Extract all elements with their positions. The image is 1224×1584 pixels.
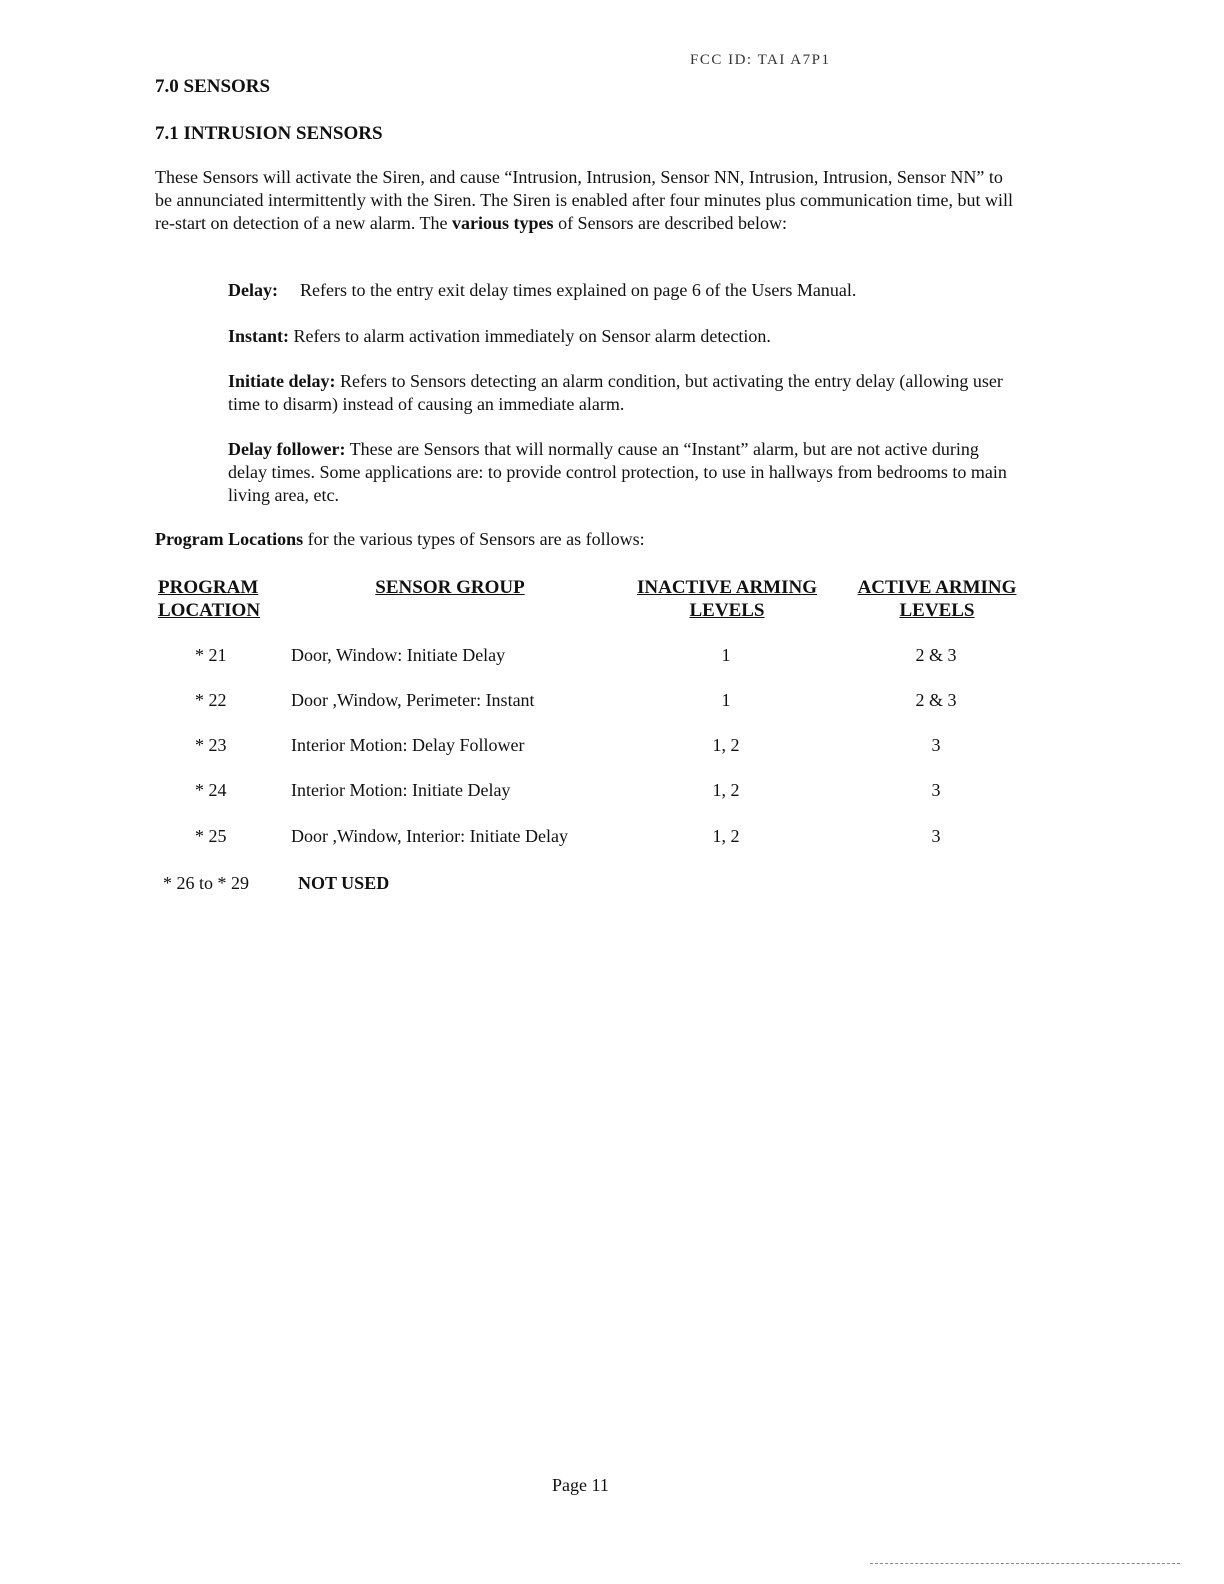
row-location: * 21 — [195, 645, 227, 665]
row-inactive: 1, 2 — [712, 780, 740, 800]
definition-text: Refers to Sensors detecting an alarm condition, but activating the entry delay (allowing user time to disarm) instead of causing an immediate alarm. — [228, 371, 1003, 414]
definition-term: Delay: — [228, 280, 278, 300]
header-program-line1: PROGRAM — [158, 577, 259, 598]
header-inactive-line1: INACTIVE ARMING — [637, 577, 817, 598]
header-sensor-group: SENSOR GROUP — [375, 577, 525, 598]
definition-initiate-delay — [228, 370, 1018, 416]
row-location: * 22 — [195, 690, 227, 710]
header-active-arming — [832, 576, 1042, 622]
row-active: 3 — [931, 826, 941, 846]
intro-bold: various types — [452, 213, 554, 233]
row-group: Door ,Window, Interior: Initiate Delay — [291, 826, 569, 846]
definition-text: Refers to the entry exit delay times explained on page 6 of the Users Manual. — [299, 280, 857, 300]
row-inactive: 1 — [721, 690, 731, 710]
header-inactive-arming — [612, 576, 842, 622]
section-subtitle: 7.1 INTRUSION SENSORS — [155, 123, 383, 144]
row-location: * 26 to * 29 — [163, 873, 250, 893]
definition-term: Initiate delay: — [228, 371, 336, 391]
page-number: Page 11 — [552, 1475, 609, 1495]
header-program-line2: LOCATION — [158, 600, 261, 621]
program-locations-bold: Program Locations — [155, 529, 304, 549]
intro-text-2: of Sensors are described below: — [553, 213, 787, 233]
row-group: Interior Motion: Initiate Delay — [291, 780, 511, 800]
row-group: Interior Motion: Delay Follower — [291, 735, 525, 755]
row-inactive: 1, 2 — [712, 826, 740, 846]
row-active: 2 & 3 — [915, 645, 957, 665]
definition-delay-follower — [228, 438, 1018, 507]
definition-delay — [228, 279, 1018, 302]
row-inactive: 1, 2 — [712, 735, 740, 755]
header-inactive-line2: LEVELS — [689, 600, 765, 621]
row-not-used: NOT USED — [298, 873, 390, 893]
intro-paragraph — [155, 166, 1015, 235]
row-active: 3 — [931, 780, 941, 800]
header-program-location — [158, 576, 260, 622]
program-locations-intro — [155, 529, 645, 550]
row-inactive: 1 — [721, 645, 731, 665]
definition-text: Refers to alarm activation immediately on Sensor alarm detection. — [289, 326, 771, 346]
scan-edge-line — [870, 1563, 1180, 1564]
row-location: * 24 — [195, 780, 227, 800]
header-active-line1: ACTIVE ARMING — [857, 577, 1017, 598]
section-title: 7.0 SENSORS — [155, 76, 271, 97]
row-location: * 23 — [195, 735, 227, 755]
definition-text: These are Sensors that will normally cause an “Instant” alarm, but are not active during delay times. Some applications are: to provide control protection, to use in hallways from bedrooms to main living area, etc. — [228, 439, 1007, 505]
header-active-line2: LEVELS — [899, 600, 975, 621]
row-active: 3 — [931, 735, 941, 755]
intro-text-1: These Sensors will activate the Siren, and cause “Intrusion, Intrusion, Sensor NN, Intrusion, Intrusion, Sensor NN” to be annunciated intermittently with the Siren. The Siren is enabled after four minutes plus communication time, but will re-start on detection of a new alarm. The — [155, 167, 1013, 233]
definition-instant — [228, 325, 1018, 348]
row-location: * 25 — [195, 826, 227, 846]
row-active: 2 & 3 — [915, 690, 957, 710]
row-group: Door, Window: Initiate Delay — [291, 645, 506, 665]
definition-term: Delay follower: — [228, 439, 346, 459]
program-locations-text: for the various types of Sensors are as follows: — [303, 529, 645, 549]
row-group: Door ,Window, Perimeter: Instant — [291, 690, 535, 710]
definition-term: Instant: — [228, 326, 290, 346]
fcc-id: FCC ID: TAI A7P1 — [690, 52, 831, 68]
